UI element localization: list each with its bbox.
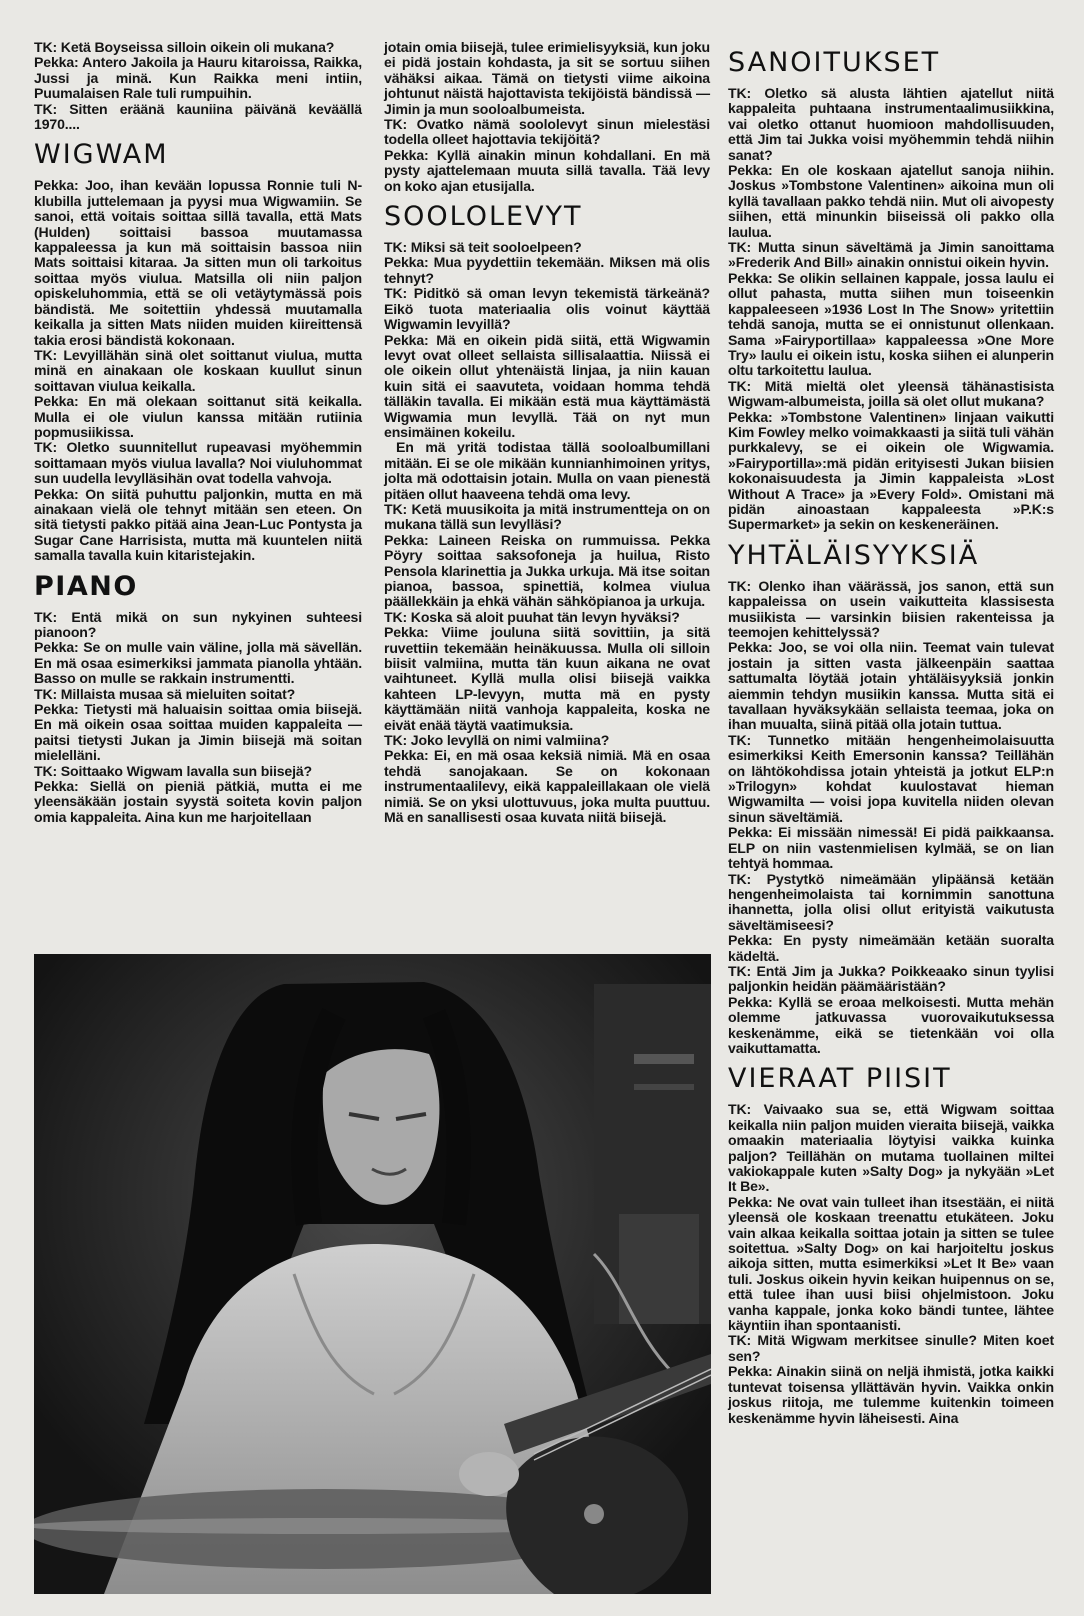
- section-heading-soololevyt: SOOLOLEVYT: [384, 201, 583, 233]
- paragraph: TK: Soittaako Wigwam lavalla sun biisejä?: [34, 762, 313, 779]
- paragraph: En mä yritä todistaa tällä sooloalbumillani mitään. Ei se ole mikään kunnianhimoinen yritys, jolta mä odottaisin jotain. Mulla on vaan pienestä pitäen ollut haaveena tehdä oma levy.: [384, 439, 710, 502]
- paragraph: TK: Piditkö sä oman levyn tekemistä tärkeänä? Eikö tuota materiaalia olis voinut käyttää Wigwamin levyillä?: [384, 285, 710, 333]
- paragraph: Pekka: On siitä puhuttu paljonkin, mutta en mä ainakaan vielä ole tehnyt mitään sen eteen. On sitä tietysti pakko pitää aina Jean-Luc Pontysta ja Sugar Cane Harrisista, mutta mä kuuntelen niitä samalla tavalla kuin kitaristejakin.: [34, 485, 362, 564]
- paragraph: TK: Tunnetko mitään hengenheimolaisuutta esimerkiksi Keith Emersonin kanssa? Teillähän on lähtökohdissa jotain yhteistä ja jotkut ELP:n »Trilogyn» kohdat kuulostavat hieman Wigwamilta — voisi jopa kuvitella niiden olevan sinun säveltämiä.: [728, 731, 1054, 825]
- paragraph: jotain omia biisejä, tulee erimielisyyksiä, kun joku ei pidä jostain kohdasta, ja sit se sortuu siihen vähäksi aikaa. Tämä on tietysti viime aikoina johtunut näistä hajottavista tekijöistä bändissä — Jimin ja mun sooloalbumeista.: [384, 39, 710, 117]
- paragraph: Pekka: Ei, en mä osaa keksiä nimiä. Mä en osaa tehdä sanojakaan. Se on kokonaan instrumentaalilevy, eikä kappaleillakaan ole vielä nimiä. Se on yksi ulottuvuus, joka multa puuttuu. Mä en sanallisesti osaa kuvata niitä biisejä.: [384, 747, 710, 826]
- paragraph: TK: Joko levyllä on nimi valmiina?: [384, 732, 610, 749]
- article-column-3: [728, 48, 1054, 1426]
- paragraph: Pekka: En ole koskaan ajatellut sanoja niihin. Joskus »Tombstone Valentinen» aikoina mun oli kyllä tavallaan pakko tehdä niin. Mut oli aivopesty siihen, että minunkin biiseissä oli pakko olla laulua.: [728, 162, 1054, 240]
- paragraph: Pekka: Kyllä se eroaa melkoisesti. Mutta mehän olemme jatkuvassa vuorovaikutuksessa keskenämme, eikä se tietenkään voi olla vaikuttamatta.: [728, 993, 1054, 1056]
- paragraph: TK: Ketä Boyseissa silloin oikein oli mukana?: [34, 39, 335, 55]
- paragraph: Pekka: »Tombstone Valentinen» linjaan vaikutti Kim Fowley melko voimakkaasti ja siitä tuli vähän purkkalevy, se ei oikein ole Wigwamia. »Fairyportilla»:mä pidän erityisesti Jukan biisien kokonaisuudesta ja Jimin kappaleista »Lost Without A Trace» ja »Every Fold». Omistani mä pidän ainoastaan kappaleesta »P.K:s Supermarket» ja sekin on keskeneräinen.: [728, 408, 1054, 533]
- paragraph: Pekka: Se olikin sellainen kappale, jossa laulu ei ollut pahasta, mutta siihen mun toiseenkin kappaleeseen »1936 Lost In The Snow» yritettiin tehdä sanoja, mutta se ei onnistunut ollenkaan. Sama »Fairyportillaa» kappaleessa »One More Try» laulu ei oikein istu, koska siihen ei alunperin oltu tarkoitettu laulua.: [728, 269, 1054, 379]
- paragraph: TK: Levyillähän sinä olet soittanut viulua, mutta minä en ainakaan ole koskaan kuullut sinun soittavan viulua keikalla.: [34, 346, 362, 394]
- section-heading-sanoitukset: SANOITUKSET: [728, 47, 941, 78]
- article-column-1: [34, 40, 362, 825]
- paragraph: Pekka: Ne ovat vain tulleet ihan itsestään, ei niitä yleensä ole koskaan treenattu etukäteen. Joku vain alkaa keikalla soittaa jotain ja sitten se tulee soitettua. »Salty Dog» on kai harjoiteltu joskus aikoja sitten, mutta esimerkiksi »Let It Be» vaan tuli. Joskus oikein hyvin keikan huipennus on se, että tulee ihan uusi biisi ohjelmistoon. Joku vanha kappale, jonka koko bändi tuntee, lähtee käyntiin ihan spontaanisti.: [728, 1193, 1054, 1334]
- paragraph: Pekka: En pysty nimeämään ketään suoralta kädeltä.: [728, 932, 1054, 964]
- paragraph: Pekka: En mä olekaan soittanut sitä keikalla. Mulla ei ole viulun kanssa mitään rutiinia popmusiikissa.: [34, 393, 362, 440]
- paragraph: Pekka: Mua pyydettiin tekemään. Miksen mä olis tehnyt?: [384, 254, 710, 286]
- paragraph: Pekka: Tietysti mä haluaisin soittaa omia biisejä. En mä oikein osaa soittaa muiden kappaleita — paitsi tietysti Jukan ja Jimin biisejä mä soitan mielelläni.: [34, 701, 362, 764]
- paragraph: TK: Ovatko nämä soololevyt sinun mielestäsi todella olleet hajottavia tekijöitä?: [384, 116, 710, 148]
- paragraph: Pekka: Joo, se voi olla niin. Teemat vain tulevat jostain ja sitten vasta jälkeenpäin saattaa sattumalta löytää jotain yhtäläisyyksiä jonkin aiemmin tehdyn musiikin kanssa. Mutta sitä ei tavallaan hyväksykään sellaista teemaa, joka on ihan muualta, siinä pitää olla jotain tuttua.: [728, 639, 1054, 733]
- section-heading-wigwam: WIGWAM: [34, 139, 169, 171]
- paragraph: TK: Koska sä aloit puuhat tän levyn hyväksi?: [384, 608, 680, 625]
- paragraph: Pekka: Viime jouluna siitä sovittiin, ja sitä ruvettiin tekemään heinäkuussa. Mulla oli silloin biisit valmiina, mutta tän kuun aikana ne ovat vaihtuneet. Kyllä mulla olisi biisejä vaikka kahteen LP-levyyn, mutta mä en pysty käyttämään niitä vanhoja kappaleita, koska ne eivät enää täytä vaatimuksia.: [384, 624, 710, 733]
- paragraph: TK: Mitä Wigwam merkitsee sinulle? Miten koet sen?: [728, 1332, 1054, 1364]
- paragraph: Pekka: Se on mulle vain väline, jolla mä sävellän. En mä osaa esimerkiksi jammata pianolla yhtään. Basso on mulle se rakkain instrumentti.: [34, 639, 362, 687]
- paragraph: TK: Oletko suunnitellut rupeavasi myöhemmin soittamaan myös viulua lavalla? Noi viuluhommat sun uudella levylläsihän ovat todella vahvoja.: [34, 439, 362, 487]
- paragraph: TK: Mutta sinun säveltämä ja Jimin sanoittama »Frederik And Bill» ainakin onnistui oikein hyvin.: [728, 239, 1054, 271]
- paragraph: Pekka: Siellä on pieniä pätkiä, mutta ei me yleensäkään jostain syystä soiteta kovin paljon omia kappaleita. Aina kun me harjoitellaan: [34, 778, 362, 825]
- paragraph: Pekka: Joo, ihan kevään lopussa Ronnie tuli N-klubilla juttelemaan ja pyysi mua Wigwamiin. Se sanoi, että voitais soittaa sillä tavalla, että Mats (Hulden) soittaisi bassoa muutamassa kappaleessa ja kun mä soittaisin bassoa niin Mats soittaisi kitaraa. Ja sitten mun oli tarkoitus soittaa myös viulua. Matsilla oli niin paljon opiskeluhommia, että se oli vetäytymässä pois bändistä. Me soitettiin yhdessä muutamalla keikalla ja sitten Mats niiden muiden kiireittensä takia erosi bändistä kokonaan.: [34, 177, 362, 348]
- paragraph: Pekka: Ei missään nimessä! Ei pidä paikkaansa. ELP on niin vastenmielisen kylmää, se on lian tehtyä hommaa.: [728, 824, 1054, 872]
- paragraph: TK: Olenko ihan väärässä, jos sanon, että sun kappaleissa on usein vaikutteita klassisesta musiikista — varsinkin biisien rakenteissa ja teemojen kehittelyssä?: [728, 577, 1054, 640]
- article-column-2: [384, 40, 710, 826]
- paragraph: Pekka: Ainakin siinä on neljä ihmistä, jotka kaikki tuntevat toisensa yllättävän hyvin. Vaikka onkin joskus riitoja, me tulemme kuitenkin toimeen keskenämme hyvin läheisesti. Aina: [728, 1363, 1054, 1426]
- paragraph: TK: Vaivaako sua se, että Wigwam soittaa keikalla niin paljon muiden vieraita biisejä, vaikka omaakin materiaalia löytyisi vaikka kuinka paljon? Teillähän on mutama tuollainen miltei vakiokappale kuten »Salty Dog» ja nykyään »Let It Be».: [728, 1101, 1054, 1195]
- paragraph: Pekka: Kyllä ainakin minun kohdallani. En mä pysty ajattelemaan muuta sillä tavalla. Tää levy on koko ajan etusijalla.: [384, 146, 710, 194]
- paragraph: TK: Sitten eräänä kauniina päivänä keväällä 1970....: [34, 100, 362, 133]
- musician-illustration: [34, 954, 711, 1594]
- paragraph: TK: Miksi sä teit sooloelpeen?: [384, 239, 582, 256]
- section-heading-piano: PIANO: [34, 570, 138, 602]
- paragraph: TK: Ketä muusikoita ja mitä instrumentteja on on mukana tällä sun levylläsi?: [384, 500, 710, 533]
- paragraph: TK: Oletko sä alusta lähtien ajatellut niitä kappaleita puhtaana instrumentaalimusiikkina, vai oletko ottanut huomioon mahdollisuuden, että Jim tai Jukka voisi myöhemmin tehdä niihin sanat?: [728, 85, 1054, 163]
- section-heading-yhtalaisyyksia: YHTÄLÄISYYKSIÄ: [728, 539, 980, 571]
- paragraph: TK: Entä mikä on sun nykyinen suhteesi pianoon?: [34, 608, 362, 640]
- paragraph: TK: Millaista musaa sä mieluiten soitat?: [34, 685, 296, 702]
- paragraph: TK: Pystytkö nimeämään ylipäänsä ketään hengenheimolaista tai kornimmin sanottuna ihannetta, jolla olisi ollut erityistä vaikutusta säveltämiseesi?: [728, 870, 1054, 933]
- paragraph: Pekka: Antero Jakoila ja Hauru kitaroissa, Raikka, Jussi ja minä. Kun Raikka meni intiin, Puumalaisen Rale tuli rumpuihin.: [34, 54, 362, 102]
- paragraph: TK: Entä Jim ja Jukka? Poikkeaako sinun tyylisi paljonkin heidän päämääristään?: [728, 962, 1054, 995]
- paragraph: TK: Mitä mieltä olet yleensä tähänastisista Wigwam-albumeista, joilla sä olet ollut mukana?: [728, 377, 1054, 410]
- paragraph: Pekka: Laineen Reiska on rummuissa. Pekka Pöyry soittaa saksofoneja ja huilua, Risto Pensola klarinettia ja Jukka urkuja. Mä itse soitan pianoa, bassoa, spinettiä, kolmea viulua päällekkäin ja ehkä vähän sähköpianoa ja urkuja.: [384, 531, 710, 610]
- musician-photo: [34, 954, 711, 1594]
- paragraph: Pekka: Mä en oikein pidä siitä, että Wigwamin levyt ovat olleet sellaista sillisalaattia. Niissä ei ole oikein ollut yhtenäistä linjaa, ja niin kauan kuin sitä ei saavuteta, voidaan homma tehdä tälläkin tavalla. Ei mikään estä mua käyttämästä Wigwamia mun levyllä. Tää on nyt mun ensimäinen kokeilu.: [384, 331, 710, 440]
- section-heading-vieraat-piisit: VIERAAT PIISIT: [728, 1063, 952, 1095]
